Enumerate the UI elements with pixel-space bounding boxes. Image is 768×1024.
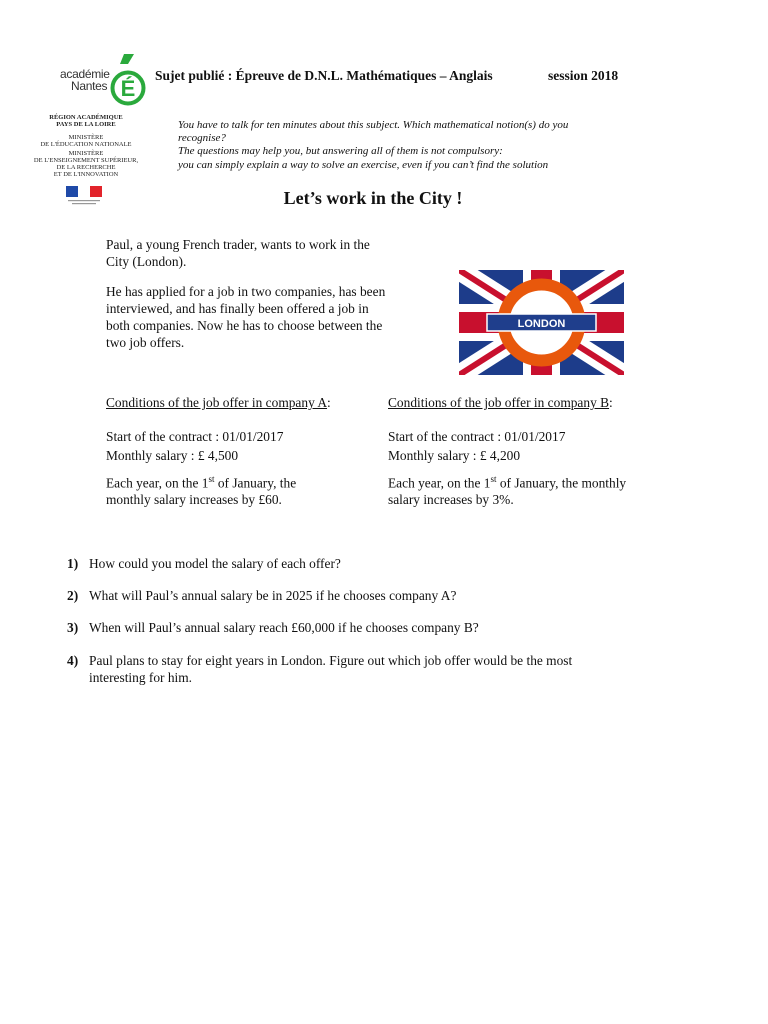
- company-b-increase-line-2: salary increases by 3%.: [388, 492, 514, 507]
- ministry1-line-1: MINISTÈRE: [68, 134, 104, 141]
- question-number: 2): [67, 588, 79, 603]
- instruction-line: The questions may help you, but answering all of them is not compulsory:: [178, 145, 503, 158]
- company-a-heading: [106, 395, 331, 411]
- academie-e-emblem-icon: [110, 52, 146, 110]
- question-number: 3): [67, 620, 79, 635]
- ministry2-line-3: DE LA RECHERCHE: [56, 164, 116, 171]
- header-title: Sujet publié : Épreuve de D.N.L. Mathématiques – Anglais: [155, 68, 493, 83]
- company-b-increase-line-1: [388, 471, 626, 491]
- question-text-line-2: interesting for him.: [89, 670, 193, 685]
- question-text: How could you model the salary of each offer?: [89, 556, 341, 571]
- instruction-line: you can simply explain a way to solve an exercise, even if you can’t find the solution: [178, 158, 549, 171]
- company-b-increase-post: of January, the monthly: [496, 475, 627, 491]
- company-a-increase-line-1: [106, 471, 296, 491]
- intro-paragraph-1: Paul, a young French trader, wants to work in the City (London).: [106, 237, 370, 269]
- company-a-heading-text: Conditions of the job offer in company A: [106, 395, 328, 410]
- instruction-line: recognise?: [178, 132, 226, 145]
- intro-paragraph-2: He has applied for a job in two companies, has been interviewed, and has finally been offered a job in both companies. Now he has to choose between the two job offers.: [106, 284, 386, 350]
- london-union-jack-image: [459, 270, 624, 375]
- question-number: 1): [67, 556, 79, 571]
- company-a-start: Start of the contract : 01/01/2017: [106, 429, 284, 444]
- ministry2-line-4: ET DE L'INNOVATION: [53, 171, 119, 178]
- company-b-start: Start of the contract : 01/01/2017: [388, 429, 566, 444]
- company-a-increase-line-2: monthly salary increases by £60.: [106, 492, 282, 507]
- logo-nantes-text: Nantes: [71, 79, 108, 93]
- company-b-heading: [388, 395, 613, 411]
- page-title: Let’s work in the City !: [283, 188, 463, 208]
- region-line-2: PAYS DE LA LOIRE: [56, 121, 116, 128]
- region-line-1: RÉGION ACADÉMIQUE: [49, 114, 123, 121]
- logo-e-letter: É: [120, 76, 136, 101]
- company-b-heading-colon: :: [609, 395, 613, 410]
- question-text: What will Paul’s annual salary be in 2025 if he chooses company A?: [89, 588, 457, 603]
- company-b-increase-sup: st: [490, 474, 497, 484]
- ministry1-line-2: DE L'ÉDUCATION NATIONALE: [40, 141, 132, 148]
- company-b-increase-pre: Each year, on the 1: [388, 475, 491, 491]
- london-label: LONDON: [517, 318, 566, 330]
- company-a-heading-colon: :: [327, 395, 331, 410]
- instructions-block: [178, 119, 658, 172]
- logo-academie-text: académie: [60, 67, 110, 81]
- question-text: Paul plans to stay for eight years in London. Figure out which job offer would be the most: [89, 653, 573, 668]
- company-a-salary: Monthly salary : £ 4,500: [106, 448, 239, 463]
- instruction-line: You have to talk for ten minutes about this subject. Which mathematical notion(s) do you: [178, 119, 569, 131]
- header-session: session 2018: [548, 68, 619, 83]
- ministry2-line-1: MINISTÈRE: [68, 150, 104, 157]
- ministry2-line-2: DE L'ENSEIGNEMENT SUPÉRIEUR,: [33, 157, 139, 164]
- question-number: 4): [67, 653, 79, 668]
- company-b-heading-text: Conditions of the job offer in company B: [388, 395, 610, 410]
- company-a-increase-pre: Each year, on the 1: [106, 475, 209, 491]
- company-a-increase-sup: st: [208, 474, 215, 484]
- question-text: When will Paul’s annual salary reach £60,000 if he chooses company B?: [89, 620, 479, 635]
- company-b-salary: Monthly salary : £ 4,200: [388, 448, 521, 463]
- company-a-increase-post: of January, the: [214, 475, 297, 491]
